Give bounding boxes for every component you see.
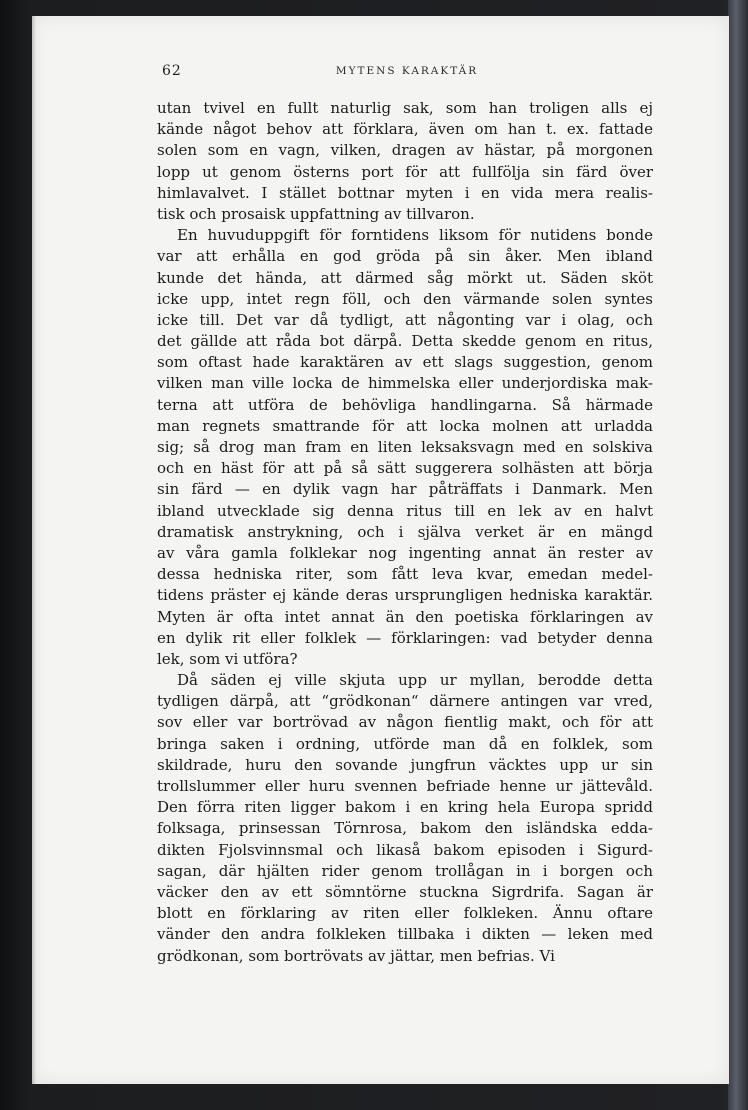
text-line: dramatisk anstrykning, och i själva verket är en mängd: [157, 522, 653, 541]
text-line: bringa saken i ordning, utförde man då en folklek, som: [157, 734, 653, 753]
text-line: och en häst för att på så sätt suggerera solhästen att börja: [157, 459, 653, 478]
text-line: icke till. Det var då tydligt, att någonting var i olag, och: [157, 310, 653, 329]
text-line: tisk och prosaisk uppfattning av tillvaron.: [157, 204, 475, 223]
text-line: trollslummer eller huru svennen befriade henne ur jättevåld.: [157, 777, 653, 795]
body-text: [157, 98, 653, 967]
text-line: terna att utföra de behövliga handlingarna. Så härmade: [157, 395, 653, 414]
running-head: [162, 63, 652, 83]
text-line: solen som en vagn, vilken, dragen av hästar, på morgonen: [157, 141, 653, 160]
text-line: det gällde att råda bot därpå. Detta skedde genom en ritus,: [157, 332, 653, 351]
text-line: av våra gamla folklekar nog ingenting annat än rester av: [157, 543, 653, 562]
text-line: himlavalvet. I stället bottnar myten i en vida mera realis-: [157, 183, 653, 202]
text-line: utan tvivel en fullt naturlig sak, som han troligen alls ej: [157, 99, 653, 117]
text-line: icke upp, intet regn föll, och den värmande solen syntes: [157, 289, 653, 308]
text-line: Den förra riten ligger bakom i en kring hela Europa spridd: [157, 798, 653, 817]
text-line: grödkonan, som bortrövats av jättar, men befrias. Vi: [157, 946, 555, 965]
text-line: sagan, där hjälten rider genom trollågan in i borgen och: [157, 861, 653, 880]
text-line: sig; så drog man fram en liten leksaksvagn med en solskiva: [157, 438, 653, 456]
text-line: dikten Fjolsvinnsmal och likaså bakom episoden i Sigurd-: [157, 840, 653, 859]
text-line: dessa hedniska riter, som fått leva kvar, emedan medel-: [157, 565, 653, 584]
text-line: vänder den andra folkleken tillbaka i dikten — leken med: [157, 925, 653, 944]
text-line: väcker den av ett sömntörne stuckna Sigrdrifa. Sagan är: [157, 882, 653, 901]
text-line: en dylik rit eller folklek — förklaringen: vad betyder denna: [157, 628, 653, 647]
text-line: En huvuduppgift för forntidens liksom för nutidens bonde: [177, 226, 653, 245]
scanner-edge: [728, 0, 748, 1110]
page-header-title: MYTENS KARAKTÄR: [335, 65, 479, 77]
text-line: sin färd — en dylik vagn har påträffats i Danmark. Men: [157, 480, 653, 499]
text-line: kunde det hända, att därmed såg mörkt ut. Säden sköt: [157, 268, 653, 287]
text-line: Myten är ofta intet annat än den poetiska förklaringen av: [157, 607, 653, 626]
page-number: 62: [162, 63, 182, 79]
text-line: skildrade, huru den sovande jungfrun väcktes upp ur sin: [157, 755, 653, 774]
text-line: blott en förklaring av riten eller folkleken. Ännu oftare: [157, 904, 653, 923]
text-line: ibland utvecklade sig denna ritus till en lek av en halvt: [157, 501, 653, 520]
text-line: folksaga, prinsessan Törnrosa, bakom den isländska edda-: [157, 819, 653, 838]
text-line: tydligen därpå, att “grödkonan“ därnere antingen var vred,: [157, 692, 653, 711]
text-line: som oftast hade karaktären av ett slags suggestion, genom: [157, 353, 653, 372]
text-line: var att erhålla en god gröda på sin åker. Men ibland: [157, 247, 653, 266]
page-gutter-shadow: [32, 16, 36, 1084]
text-line: kände något behov att förklara, även om han t. ex. fattade: [157, 120, 653, 139]
text-line: tidens präster ej kände deras ursprungligen hedniska karaktär.: [157, 586, 653, 605]
text-line: lopp ut genom österns port för att fullfölja sin färd över: [157, 162, 653, 181]
text-line: sov eller var bortrövad av någon fientlig makt, och för att: [157, 713, 653, 732]
text-line: lek, som vi utföra?: [157, 649, 298, 668]
text-line: vilken man ville locka de himmelska eller underjordiska mak-: [157, 374, 653, 393]
text-line: man regnets smattrande för att locka molnen att urladda: [157, 416, 653, 435]
text-line: Då säden ej ville skjuta upp ur myllan, berodde detta: [177, 671, 653, 690]
